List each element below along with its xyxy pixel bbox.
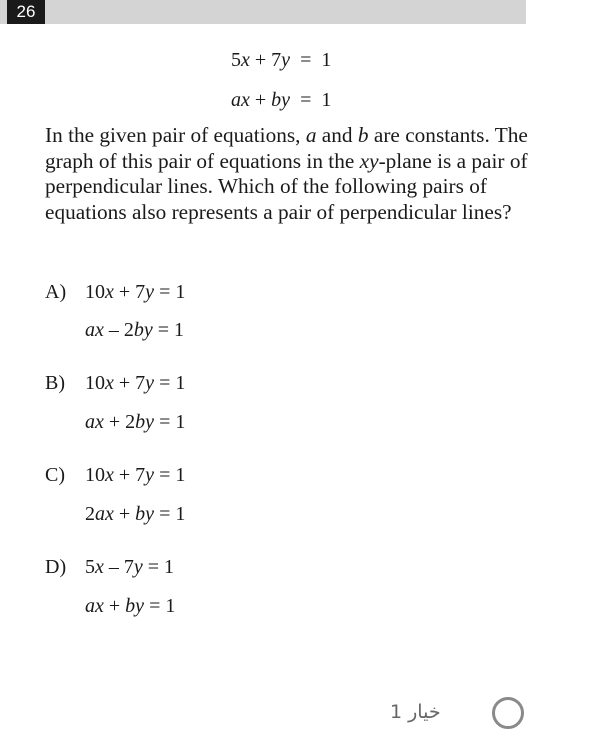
choice-a-letter[interactable]: A) [45, 281, 67, 303]
rhs: 1 [321, 89, 332, 111]
stem-text-4: -plane is a pair of perpendicular lines. Which of the following pairs of equations also represents a pair of perpendicular lines? [45, 148, 528, 224]
choice-c-equation-2[interactable]: 2ax + by = 1 [85, 503, 186, 525]
choice-d-equation-1[interactable]: 5x – 7y = 1 [85, 556, 175, 578]
stem-var-b: b [357, 123, 369, 147]
var-x: x [241, 89, 250, 111]
stem-text-1: In the given pair of equations, [45, 123, 306, 147]
question-number-badge: 26 [7, 0, 45, 24]
question-stem [45, 123, 535, 225]
coef-y: 7 [271, 49, 282, 71]
var-x: x [241, 49, 250, 71]
var-y: y [281, 49, 291, 71]
choice-c-equation-1[interactable]: 10x + 7y = 1 [85, 464, 186, 486]
given-equation-1: 5x + 7y = 1 [231, 49, 332, 71]
choice-b-equation-1[interactable]: 10x + 7y = 1 [85, 372, 186, 394]
var-y: y [281, 89, 291, 111]
operator: + [254, 49, 267, 71]
stem-text-2: and [316, 123, 358, 147]
stem-var-xy: xy [359, 148, 379, 173]
question-header-bar [0, 0, 526, 24]
rhs: 1 [321, 49, 332, 71]
choice-a-equation-1[interactable]: 10x + 7y = 1 [85, 281, 186, 303]
stem-var-a: a [305, 123, 317, 147]
choice-a-equation-2[interactable]: ax – 2by = 1 [85, 319, 185, 341]
given-equation-2: ax + by = 1 [231, 89, 332, 111]
coef-x: 5 [231, 49, 241, 71]
choice-d-equation-2[interactable]: ax + by = 1 [85, 595, 176, 617]
choice-c-letter[interactable]: C) [45, 464, 65, 486]
coef-a: a [231, 89, 241, 111]
choice-b-letter[interactable]: B) [45, 372, 65, 394]
option-radio-button[interactable] [492, 697, 524, 729]
stem-text-3: are constants. The graph of this pair of equations in the [45, 123, 528, 173]
operator: + [254, 89, 267, 111]
option-label: خيار 1 [390, 701, 441, 723]
choice-b-equation-2[interactable]: ax + 2by = 1 [85, 411, 186, 433]
choice-d-letter[interactable]: D) [45, 556, 67, 578]
coef-b: b [271, 89, 282, 111]
